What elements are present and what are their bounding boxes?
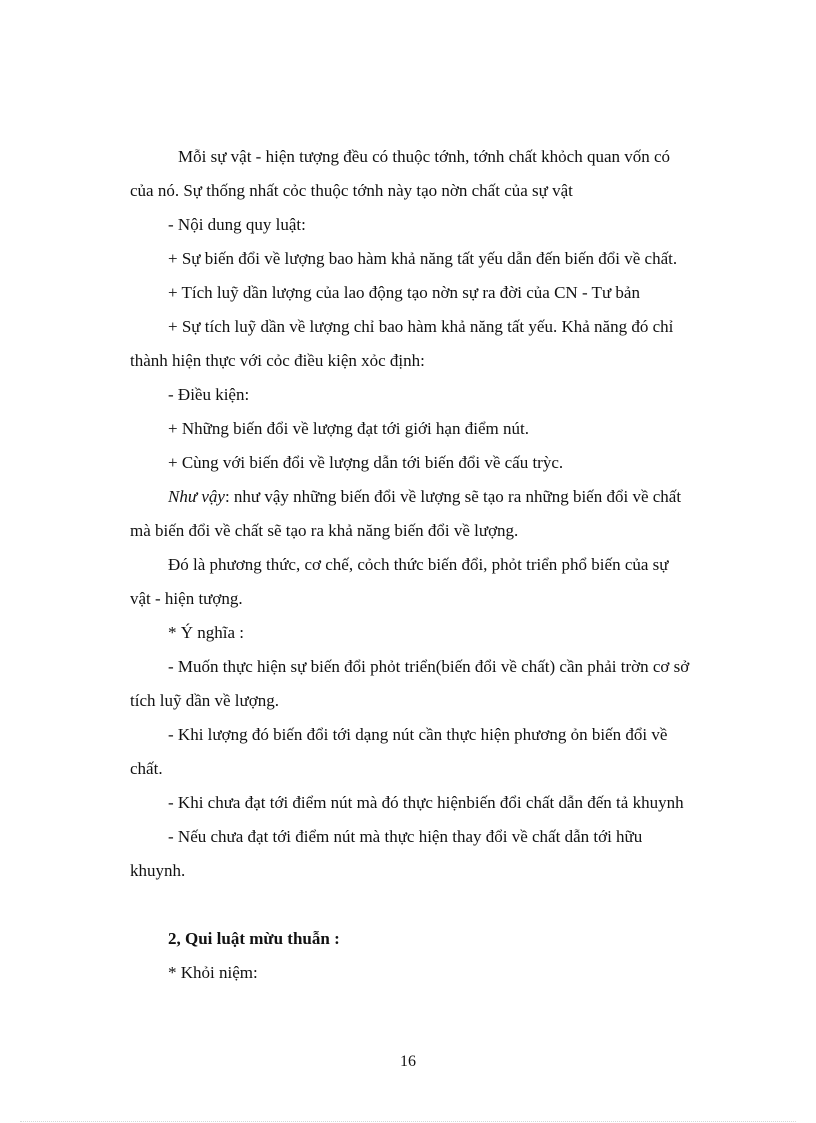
paragraph-summary-line-1	[130, 480, 740, 514]
page-bottom-border	[20, 1121, 796, 1122]
paragraph-summary-line-2: mà biến đổi về chất sẽ tạo ra khả năng biến đổi về lượng.	[130, 521, 519, 540]
paragraph-1-line-2: của nó. Sự thống nhất cỏc thuộc tớnh này tạo nờn chất của sự vật	[130, 181, 573, 200]
paragraph-meaning-4	[130, 820, 740, 888]
subsection-heading: * Khỏi niệm:	[168, 963, 258, 982]
paragraph-meaning-2-line-1: - Khi lượng đó biến đổi tới dạng nút cần thực hiện phương ỏn biến đổi về	[168, 725, 668, 744]
summary-line-1-rest: : như vậy những biến đổi về lượng sẽ tạo ra những biến đổi về chất	[224, 487, 682, 506]
paragraph-1-line-1: Mỗi sự vật - hiện tượng đều có thuộc tớnh, tớnh chất khỏch quan vốn có	[178, 147, 671, 166]
paragraph-accumulation-2-line-2: thành hiện thực với cỏc điều kiện xỏc định:	[130, 351, 425, 370]
paragraph-accumulation-2-line-1: + Sự tích luỹ dần về lượng chỉ bao hàm khả năng tất yếu. Khả năng đó chỉ	[168, 317, 674, 336]
paragraph-accumulation-2	[130, 310, 740, 378]
paragraph-meaning-2	[130, 718, 740, 786]
paragraph-method-line-1: Đó là phương thức, cơ chế, cỏch thức biến đổi, phỏt triển phổ biến của sự	[168, 555, 669, 574]
paragraph-meaning-1-line-1: - Muốn thực hiện sự biến đổi phỏt triển(biến đổi về chất) cần phải trờn cơ sở	[168, 657, 690, 676]
paragraph-meaning-4-line-2: khuynh.	[130, 861, 186, 880]
paragraph-conditions-heading: - Điều kiện:	[168, 385, 250, 404]
paragraph-accumulation: + Tích luỹ dần lượng của lao động tạo nờn sự ra đời của CN - Tư bản	[168, 283, 640, 302]
paragraph-meaning-1	[130, 650, 740, 718]
paragraph-meaning-3: - Khi chưa đạt tới điểm nút mà đó thực hiệnbiến đổi chất dẫn đến tả khuynh	[168, 793, 684, 812]
paragraph-summary	[130, 480, 740, 548]
paragraph-meaning-heading: * Ý nghĩa :	[168, 623, 245, 642]
page-number: 16	[400, 1053, 416, 1070]
paragraph-meaning-1-line-2: tích luỹ dần về lượng.	[130, 691, 279, 710]
paragraph-meaning-2-line-2: chất.	[130, 759, 163, 778]
paragraph-condition-2: + Cùng với biến đổi về lượng dẫn tới biến đổi về cấu trỳc.	[168, 453, 564, 472]
paragraph-content-heading: - Nội dung quy luật:	[168, 215, 306, 234]
paragraph-condition-1: + Những biến đổi về lượng đạt tới giới hạn điểm nút.	[168, 419, 529, 438]
section-heading: 2, Qui luật mừu thuẫn :	[168, 929, 340, 948]
paragraph-method-line-2: vật - hiện tượng.	[130, 589, 243, 608]
paragraph-meaning-4-line-1: - Nếu chưa đạt tới điểm nút mà thực hiện thay đổi về chất dẫn tới hữu	[168, 827, 643, 846]
paragraph-change-quantity: + Sự biến đổi về lượng bao hàm khả năng tất yếu dẫn đến biến đổi về chất.	[168, 249, 678, 268]
body-text	[130, 140, 740, 990]
summary-italic-lead: Như vậy	[168, 487, 225, 506]
paragraph-1	[130, 140, 740, 208]
paragraph-method	[130, 548, 740, 616]
section-gap	[168, 888, 740, 922]
